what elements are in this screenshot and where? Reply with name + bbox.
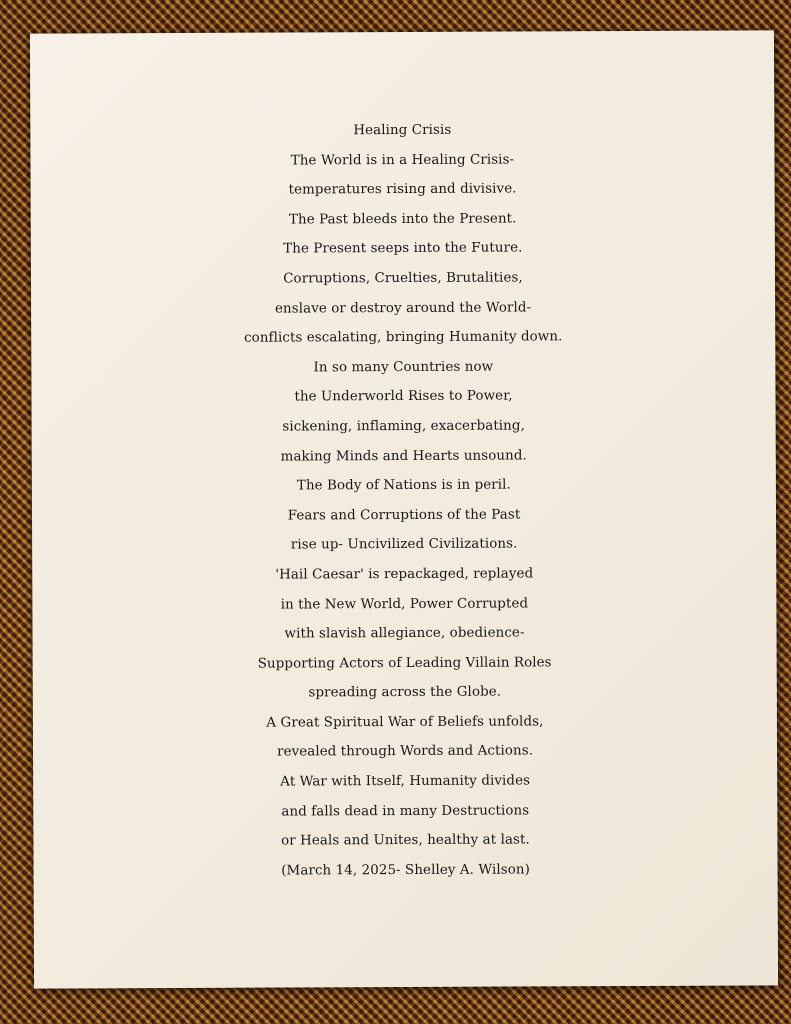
paper-sheet: [30, 30, 778, 988]
poem-line: spreading across the Globe.: [308, 684, 502, 701]
poem-line: or Heals and Unites, healthy at last.: [281, 832, 530, 849]
poem-line: making Minds and Hearts unsound.: [280, 447, 527, 465]
poem-line: At War with Itself, Humanity divides: [280, 773, 531, 790]
poem-line: 'Hail Caesar' is repackaged, replayed: [275, 566, 534, 583]
poem-line: and falls dead in many Destructions: [281, 803, 530, 820]
poem-line: Fears and Corruptions of the Past: [287, 507, 521, 524]
poem-line: sickening, inflaming, exacerbating,: [282, 418, 525, 435]
poem-line: enslave or destroy around the World-: [274, 300, 532, 317]
poem-line: The Present seeps into the Future.: [283, 240, 523, 257]
poem-line: the Underworld Rises to Power,: [294, 388, 513, 405]
poem-line: In so many Countries now: [313, 359, 494, 376]
poem-title: Healing Crisis: [353, 122, 452, 139]
poem-line: revealed through Words and Actions.: [277, 743, 534, 761]
poem-line: The World is in a Healing Crisis-: [290, 152, 515, 169]
poem-line: rise up- Uncivilized Civilizations.: [290, 536, 518, 553]
poem-line: in the New World, Power Corrupted: [280, 595, 529, 613]
poem-line: Supporting Actors of Leading Villain Roles: [257, 655, 552, 672]
poem-line: A Great Spiritual War of Beliefs unfolds,: [266, 714, 544, 731]
poem-body: [30, 114, 777, 887]
poem-line: with slavish allegiance, obedience-: [284, 625, 525, 642]
poem-line: The Body of Nations is in peril.: [296, 477, 511, 494]
poem-line: conflicts escalating, bringing Humanity down.: [244, 329, 563, 346]
poem-line: Corruptions, Cruelties, Brutalities,: [283, 270, 523, 287]
poem-line: temperatures rising and divisive.: [288, 181, 517, 198]
poem-attribution: (March 14, 2025- Shelley A. Wilson): [281, 862, 530, 879]
poem-line: The Past bleeds into the Present.: [288, 211, 517, 228]
